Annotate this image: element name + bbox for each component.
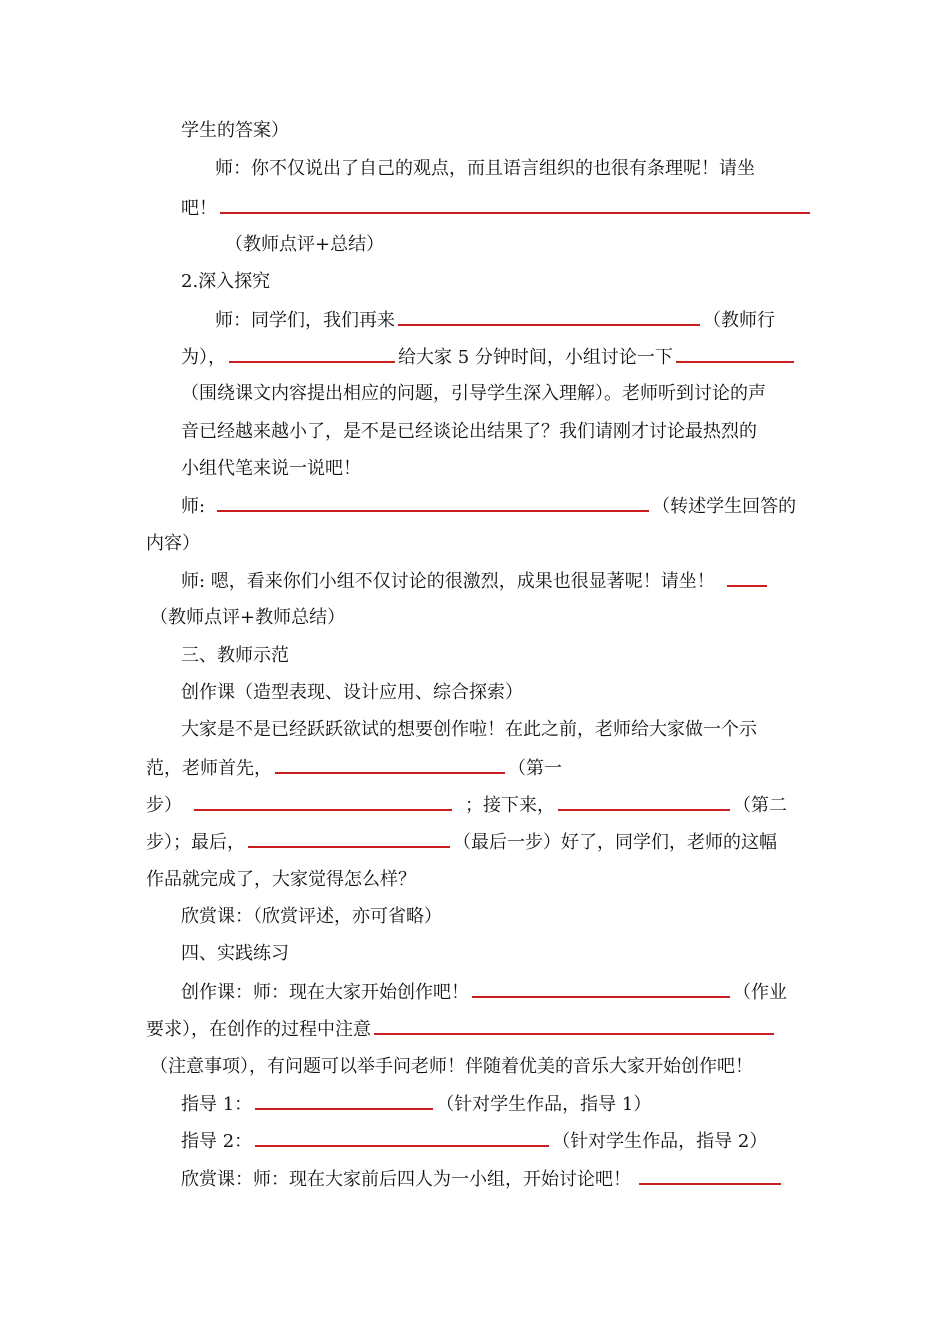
line-text: （第二 [733, 795, 787, 816]
text-line [181, 568, 770, 594]
line-text: （针对学生作品，指导 2） [552, 1131, 768, 1152]
fill-blank [220, 195, 810, 214]
text-line: （围绕课文内容提出相应的问题，引导学生深入理解）。老师听到讨论的声 [181, 383, 766, 404]
section-heading: 四、实践练习 [181, 943, 289, 964]
fill-blank [248, 829, 450, 848]
line-text: （针对学生作品，指导 1） [436, 1094, 652, 1115]
line-text: （最后一步）好了，同学们，老师的这幅 [453, 832, 777, 853]
text-line: （注意事项），有问题可以举手问老师！伴随着优美的音乐大家开始创作吧！ [150, 1056, 753, 1077]
text-line: 小组代笔来说一说吧！ [181, 458, 361, 479]
text-line [181, 1091, 651, 1117]
text-line [181, 1166, 784, 1192]
section-heading: 2.深入探究 [181, 271, 271, 292]
text-line: （教师点评+教师总结） [150, 607, 346, 628]
text-line: 欣赏课：（欣赏评述，亦可省略） [181, 906, 442, 927]
line-text: 范，老师首先， [146, 758, 272, 779]
fill-blank [472, 979, 730, 998]
line-text: 给大家 5 分钟时间，小组讨论一下 [398, 347, 673, 368]
text-line [146, 755, 562, 781]
text-line: 内容） [146, 533, 200, 554]
text-line [181, 979, 787, 1005]
text-line: 音已经越来越小了，是不是已经谈论出结果了？我们请刚才讨论最热烈的 [181, 421, 757, 442]
line-text: （教师行 [703, 310, 775, 331]
line-text: （转述学生回答的 [652, 496, 797, 517]
fill-blank [194, 792, 452, 811]
line-text: 指导 2： [181, 1131, 253, 1152]
text-line: 师：你不仅说出了自己的观点，而且语言组织的也很有条理呢！请坐 [215, 158, 755, 179]
text-line [181, 1128, 767, 1154]
line-text: 师：同学们，我们再来 [215, 310, 395, 331]
text-line: 作品就完成了，大家觉得怎么样？ [146, 869, 416, 890]
text-line [181, 195, 809, 221]
line-text: 师: [181, 496, 206, 517]
fill-blank [558, 792, 730, 811]
line-text: 吧！ [181, 198, 217, 219]
line-text: 创作课：师：现在大家开始创作吧！ [181, 982, 469, 1003]
line-text: 师: 嗯，看来你们小组不仅讨论的很激烈，成果也很显著呢！请坐！ [181, 571, 715, 592]
fill-blank [217, 493, 649, 512]
text-line: （教师点评+总结） [225, 234, 385, 255]
line-text: 欣赏课：师：现在大家前后四人为一小组，开始讨论吧！ [181, 1169, 631, 1190]
text-line: 创作课（造型表现、设计应用、综合探索） [181, 682, 523, 703]
line-text: 为）， [181, 347, 226, 368]
text-line [146, 1016, 777, 1042]
fill-blank [676, 344, 794, 363]
line-text: 要求），在创作的过程中注意 [146, 1019, 371, 1040]
section-heading: 三、教师示范 [181, 645, 289, 666]
text-line [181, 344, 797, 370]
line-text: 步） [146, 795, 182, 816]
line-text: （作业 [733, 982, 787, 1003]
text-line [146, 792, 787, 818]
fill-blank [398, 307, 700, 326]
text-line [181, 493, 796, 519]
fill-blank [727, 568, 767, 587]
text-line [215, 307, 775, 333]
fill-blank [229, 344, 395, 363]
line-text: 步）；最后， [146, 832, 245, 853]
line-text: （第一 [508, 758, 562, 779]
line-text: 指导 1： [181, 1094, 253, 1115]
text-line: 大家是不是已经跃跃欲试的想要创作啦！在此之前，老师给大家做一个示 [181, 719, 757, 740]
fill-blank [255, 1128, 549, 1147]
line-text: ；接下来， [465, 795, 555, 816]
text-line: 学生的答案） [181, 120, 289, 141]
fill-blank [639, 1166, 781, 1185]
fill-blank [374, 1016, 774, 1035]
text-line [146, 829, 777, 855]
fill-blank [255, 1091, 433, 1110]
fill-blank [275, 755, 505, 774]
